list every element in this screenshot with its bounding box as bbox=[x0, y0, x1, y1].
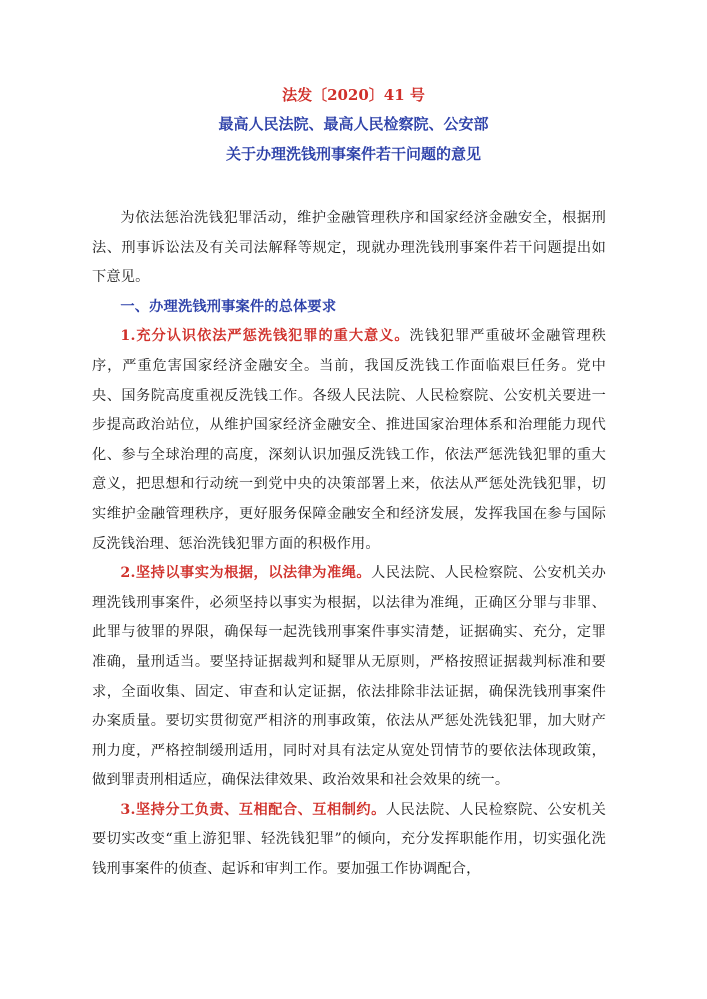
document-number: 法发〔2020〕41 号 bbox=[282, 86, 425, 104]
document-body bbox=[92, 204, 606, 885]
section-heading bbox=[92, 293, 606, 323]
item-3-heading: 3.坚持分工负责、互相配合、互相制约。 bbox=[120, 801, 386, 818]
item-3-text: 人民法院、人民检察院、公安机关要切实改变“重上游犯罪、轻洗钱犯罪”的倾向，充分发挥职能作用，切实强化洗钱刑事案件的侦查、起诉和审判工作。要加强工作协调配合， bbox=[92, 801, 606, 878]
item-paragraph-2 bbox=[92, 559, 606, 796]
section-1-heading: 一、办理洗钱刑事案件的总体要求 bbox=[120, 298, 337, 315]
document-title-issuers: 最高人民法院、最高人民检察院、公安部 bbox=[218, 115, 489, 133]
document-title-subject: 关于办理洗钱刑事案件若干问题的意见 bbox=[225, 145, 481, 163]
item-1-heading: 1.充分认识依法严惩洗钱犯罪的重大意义。 bbox=[120, 328, 410, 345]
item-2-text: 人民法院、人民检察院、公安机关办理洗钱刑事案件，必须坚持以事实为根据，以法律为准绳，正确区分罪与非罪、此罪与彼罪的界限，确保每一起洗钱刑事案件事实清楚，证据确实、充分，定罪准确，量刑适当。要坚持证据裁判和疑罪从无原则，严格按照证据裁判标准和要求，全面收集、固定、审查和认定证据，依法排除非法证据，确保洗钱刑事案件办案质量。要切实贯彻宽严相济的刑事政策，依法从严惩处洗钱犯罪，加大财产刑力度，严格控制缓刑适用，同时对具有法定从宽处罚情节的要依法体现政策，做到罪责刑相适应，确保法律效果、政治效果和社会效果的统一。 bbox=[92, 565, 606, 789]
item-paragraph-3 bbox=[92, 796, 606, 885]
item-2-heading: 2.坚持以事实为根据，以法律为准绳。 bbox=[120, 565, 372, 582]
preamble-paragraph: 为依法惩治洗钱犯罪活动，维护金融管理秩序和国家经济金融安全，根据刑法、刑事诉讼法及有关司法解释等规定，现就办理洗钱刑事案件若干问题提出如下意见。 bbox=[92, 210, 606, 286]
item-paragraph-1 bbox=[92, 322, 606, 559]
item-1-text: 洗钱犯罪严重破坏金融管理秩序，严重危害国家经济金融安全。当前，我国反洗钱工作面临艰巨任务。党中央、国务院高度重视反洗钱工作。各级人民法院、人民检察院、公安机关要进一步提高政治站位，从维护国家经济金融安全、推进国家治理体系和治理能力现代化、参与全球治理的高度，深刻认识加强反洗钱工作，依法严惩洗钱犯罪的重大意义，把思想和行动统一到党中央的决策部署上来，依法从严惩处洗钱犯罪，切实维护金融管理秩序，更好服务保障金融安全和经济发展，发挥我国在参与国际反洗钱治理、惩治洗钱犯罪方面的积极作用。 bbox=[92, 328, 607, 552]
